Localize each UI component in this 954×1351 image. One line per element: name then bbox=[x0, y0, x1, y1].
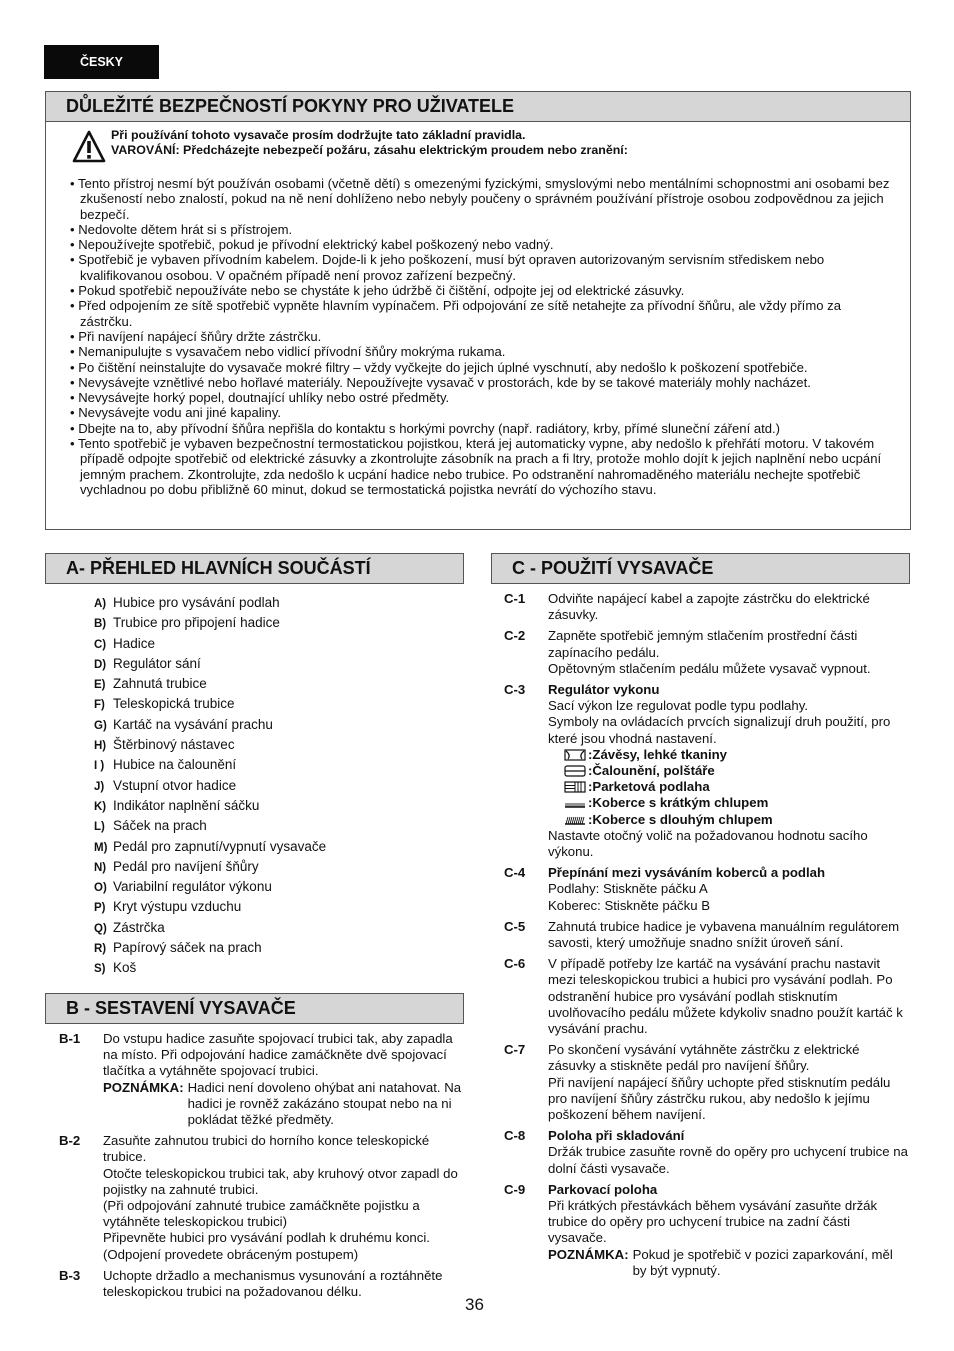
list-item bbox=[94, 593, 326, 613]
safety-list bbox=[70, 176, 892, 497]
part-label: Teleskopická trubice bbox=[113, 696, 235, 712]
list-item bbox=[94, 755, 326, 775]
warning-triangle-icon bbox=[72, 130, 106, 164]
part-letter: B) bbox=[94, 618, 107, 631]
parts-list bbox=[94, 593, 326, 979]
step-body bbox=[548, 628, 910, 677]
warning-line-1: Při používání tohoto vysavače prosím dodržujte tato základní pravidla. bbox=[111, 128, 526, 142]
symbol-label: :Koberce s dlouhým chlupem bbox=[588, 811, 773, 827]
list-item: • Nepoužívejte spotřebič, pokud je přívodní elektrický kabel poškozený nebo vadný. bbox=[70, 237, 554, 253]
part-letter: E) bbox=[94, 679, 106, 692]
step-text: Podlahy: Stiskněte páčku A bbox=[548, 881, 708, 897]
step-c4 bbox=[504, 865, 910, 914]
part-letter: J) bbox=[94, 780, 105, 793]
part-letter: O) bbox=[94, 882, 107, 895]
section-b-steps bbox=[59, 1031, 464, 1305]
step-text: Při krátkých přestávkách během vysávání zasuňte držák trubice do opěry pro uchycení trubice na zadní části vysavače. bbox=[548, 1198, 878, 1246]
list-item bbox=[94, 897, 326, 917]
step-number: C-4 bbox=[504, 865, 526, 881]
warning-text bbox=[111, 128, 628, 164]
part-letter: P) bbox=[94, 902, 106, 915]
note-text: Pokud je spotřebič v pozici zaparkování, měl by být vypnutý. bbox=[632, 1246, 893, 1278]
part-label: Papírový sáček na prach bbox=[113, 940, 262, 956]
symbol-label: :Čalounění, polštáře bbox=[588, 763, 715, 779]
cushion-icon bbox=[564, 765, 586, 777]
part-label: Kartáč na vysávání prachu bbox=[113, 716, 273, 732]
step-b2 bbox=[59, 1133, 464, 1263]
list-item: • Při navíjení napájecí šňůry držte zástrčku. bbox=[70, 328, 322, 344]
list-item: • Dbejte na to, aby přívodní šňůra nepřišla do kontaktu s horkými povrchy (např. radiátory, krby, přímé sluneční záření atd.) bbox=[70, 420, 781, 436]
note bbox=[548, 1247, 910, 1279]
curtain-icon bbox=[564, 749, 586, 761]
list-item bbox=[94, 816, 326, 836]
list-item bbox=[94, 735, 326, 755]
step-text: Symboly na ovládacích prvcích signalizují druh použití, pro které jsou vhodná nastavení. bbox=[548, 714, 891, 746]
step-body bbox=[103, 1031, 464, 1128]
list-item: • Před odpojením ze sítě spotřebič vypněte hlavním vypínačem. Při odpojování ze sítě netahejte za přívodní šňůru, ale vždy přímo za zástrčku. bbox=[70, 298, 841, 329]
part-letter: D) bbox=[94, 658, 107, 671]
list-item: • Tento přístroj nesmí být používán osobami (včetně dětí) s omezenými fyzickými, smyslovými nebo mentálními schopnostmi ani osobami bez zkušeností nebo znalostí, pokud na ně není dohlíženo nebo nebyly poučeny o správném používání přístroje osobou zodpovědnou za jejich bezpečí. bbox=[70, 176, 890, 222]
list-item bbox=[94, 877, 326, 897]
step-text: Zasuňte zahnutou trubici do horního konce teleskopické trubice. bbox=[103, 1133, 430, 1165]
list-item bbox=[94, 857, 326, 877]
list-item: • Spotřebič je vybaven přívodním kabelem. Dojde-li k jeho poškození, musí být opraven autorizovaným servisním střediskem nebo kvalifikovanou osobou. V opačném případě není provoz zařízení bezpečný. bbox=[70, 252, 825, 283]
step-body bbox=[548, 1042, 910, 1123]
note bbox=[103, 1080, 464, 1129]
step-c8 bbox=[504, 1128, 910, 1177]
step-title: Regulátor vykonu bbox=[548, 682, 660, 698]
step-text: Držák trubice zasuňte rovně do opěry pro uchycení trubice na dolní části vysavače. bbox=[548, 1144, 908, 1176]
section-c-steps bbox=[504, 591, 910, 1284]
step-body bbox=[103, 1133, 464, 1263]
step-c6 bbox=[504, 956, 910, 1037]
symbol-row bbox=[548, 747, 910, 763]
list-item: • Nevysávejte vodu ani jiné kapaliny. bbox=[70, 405, 282, 421]
list-item bbox=[94, 837, 326, 857]
part-label: Regulátor sání bbox=[113, 655, 201, 671]
part-letter: K) bbox=[94, 800, 107, 813]
step-number: C-8 bbox=[504, 1128, 526, 1144]
list-item bbox=[94, 958, 326, 978]
part-label: Koš bbox=[113, 960, 137, 976]
step-text: Opětovným stlačením pedálu můžete vysavač vypnout. bbox=[548, 660, 871, 676]
list-item: • Nemanipulujte s vysavačem nebo vidlicí přívodní šňůry mokrýma rukama. bbox=[70, 344, 506, 360]
language-tab: ČESKY bbox=[44, 45, 159, 79]
part-letter: I ) bbox=[94, 760, 105, 773]
part-label: Hadice bbox=[113, 635, 156, 651]
step-body bbox=[548, 1182, 910, 1279]
part-letter: A) bbox=[94, 598, 107, 610]
part-label: Variabilní regulátor výkonu bbox=[113, 879, 272, 895]
step-number: C-7 bbox=[504, 1042, 526, 1058]
step-text: (Při odpojování zahnuté trubice zamáčkněte pojistku a vytáhněte teleskopickou trubici) bbox=[103, 1198, 420, 1230]
list-item: • Tento spotřebič je vybaven bezpečnostní termostatickou pojistkou, která jej automaticky vypne, aby nedošlo k přehřátí motoru. V takovém případě odpojte spotřebič od elektrické zásuvky a zkontrolujte zásobník na prach a fi ltry, protože mohlo dojít k jejich naplnění nebo ucpání jemným prachem. Zkontrolujte, zda nedošlo k ucpání hadice nebo trubice. Po odstranění nahromaděného materiálu nechejte spotřebič vychladnou po dobu přibližně 60 minut, dokud se termostatická pojistka nevrátí do výchozího stavu. bbox=[70, 436, 882, 497]
list-item: • Po čištění neinstalujte do vysavače mokré filtry – vždy vyčkejte do jejich úplné vyschnutí, aby nedošlo k poškození spotřebiče. bbox=[70, 359, 808, 375]
parquet-icon bbox=[564, 781, 586, 793]
list-item bbox=[94, 938, 326, 958]
part-letter: C) bbox=[94, 638, 107, 651]
list-item bbox=[94, 694, 326, 714]
step-text: Po skončení vysávání vytáhněte zástrčku z elektrické zásuvky a stiskněte pedál pro navíjení šňůry. bbox=[548, 1042, 860, 1074]
list-item bbox=[94, 776, 326, 796]
part-letter: M) bbox=[94, 841, 108, 854]
step-c2 bbox=[504, 628, 910, 677]
list-item: • Nedovolte dětem hrát si s přístrojem. bbox=[70, 221, 293, 237]
list-item: • Nevysávejte horký popel, doutnající uhlíky nebo ostré předměty. bbox=[70, 390, 450, 406]
section-b-title: B - SESTAVENÍ VYSAVAČE bbox=[45, 993, 464, 1024]
page-number: 36 bbox=[465, 1295, 484, 1314]
symbol-row bbox=[548, 795, 910, 811]
list-item bbox=[94, 796, 326, 816]
symbol-label: :Koberce s krátkým chlupem bbox=[588, 795, 769, 811]
warning-line-2: VAROVÁNÍ: Předcházejte nebezpečí požáru, zásahu elektrickým proudem nebo zranění: bbox=[111, 143, 628, 157]
step-text: Koberec: Stiskněte páčku B bbox=[548, 897, 711, 913]
section-a-title: A- PŘEHLED HLAVNÍCH SOUČÁSTÍ bbox=[45, 553, 464, 584]
step-text: Nastavte otočný volič na požadovanou hodnotu sacího výkonu. bbox=[548, 827, 868, 859]
list-item bbox=[94, 918, 326, 938]
step-number: C-3 bbox=[504, 682, 526, 698]
safety-instructions-box bbox=[45, 91, 911, 530]
step-b3 bbox=[59, 1268, 464, 1300]
step-text: Připevněte hubici pro vysávání podlah k druhému konci. (Odpojení provedete obráceným postupem) bbox=[103, 1230, 430, 1262]
part-letter: S) bbox=[94, 963, 106, 976]
step-c5 bbox=[504, 919, 910, 951]
step-number: C-5 bbox=[504, 918, 526, 934]
symbol-label: :Závěsy, lehké tkaniny bbox=[588, 746, 728, 762]
section-c-title: C - POUŽITÍ VYSAVAČE bbox=[491, 553, 910, 584]
list-item bbox=[94, 634, 326, 654]
part-label: Pedál pro zapnutí/vypnutí vysavače bbox=[113, 838, 327, 854]
part-label: Sáček na prach bbox=[113, 818, 207, 834]
part-letter: G) bbox=[94, 719, 107, 732]
part-letter: H) bbox=[94, 740, 107, 753]
step-body: Odviňte napájecí kabel a zapojte zástrčku do elektrické zásuvky. bbox=[548, 591, 870, 623]
step-body bbox=[548, 1128, 910, 1177]
step-b1 bbox=[59, 1031, 464, 1128]
step-number: C-6 bbox=[504, 956, 526, 972]
part-letter: N) bbox=[94, 861, 107, 874]
part-label: Vstupní otvor hadice bbox=[113, 777, 237, 793]
step-title: Přepínání mezi vysáváním koberců a podlah bbox=[548, 865, 826, 881]
part-letter: R) bbox=[94, 943, 107, 956]
step-text: Do vstupu hadice zasuňte spojovací trubici tak, aby zapadla na místo. Při odpojování hadice zamáčkněte dvě spojovací tlačítka a vytáhněte spojovací trubici. bbox=[103, 1031, 453, 1079]
step-body: Uchopte držadlo a mechanismus vysunování a roztáhněte teleskopickou trubici na požadovanou délku. bbox=[103, 1267, 443, 1300]
step-number: B-3 bbox=[59, 1267, 81, 1283]
step-c3 bbox=[504, 682, 910, 860]
step-body: Zahnutá trubice hadice je vybavena manuálním regulátorem savosti, který umožňuje snadno snížit úroveň sání. bbox=[548, 918, 900, 950]
part-label: Trubice pro připojení hadice bbox=[113, 615, 280, 631]
part-label: Indikátor naplnění sáčku bbox=[113, 797, 260, 813]
part-letter: L) bbox=[94, 821, 105, 834]
symbol-row bbox=[548, 779, 910, 795]
short-carpet-icon bbox=[564, 797, 586, 809]
part-label: Hubice na čalounění bbox=[113, 757, 237, 773]
safety-title: DŮLEŽITÉ BEZPEČNOSTÍ POKYNY PRO UŽIVATELE bbox=[46, 92, 910, 122]
step-title: Parkovací poloha bbox=[548, 1181, 658, 1197]
step-body: V případě potřeby lze kartáč na vysávání prachu nastavit mezi teleskopickou trubici a hubici pro vysávání podlah. Po odstranění hubice pro vysávání podlah stisknutím uvolňovacího pedálu můžete kdykoliv snadno použít kartáč k vysávání prachu. bbox=[548, 956, 903, 1036]
step-number: C-1 bbox=[504, 591, 526, 606]
part-label: Zahnutá trubice bbox=[113, 676, 207, 692]
part-label: Hubice pro vysávání podlah bbox=[113, 595, 280, 610]
step-text: Sací výkon lze regulovat podle typu podlahy. bbox=[548, 698, 809, 714]
symbol-label: :Parketová podlaha bbox=[588, 779, 710, 795]
note-text: Hadici není dovoleno ohýbat ani natahovat. Na hadici je rovněž zakázáno stoupat nebo na ni pokládat těžké předměty. bbox=[187, 1079, 462, 1128]
part-label: Pedál pro navíjení šňůry bbox=[113, 858, 259, 874]
part-label: Kryt výstupu vzduchu bbox=[113, 899, 242, 915]
step-body bbox=[548, 682, 910, 860]
note-label: POZNÁMKA: bbox=[103, 1079, 184, 1095]
step-text: Otočte teleskopickou trubici tak, aby kruhový otvor zapadl do pojistky na zahnuté trubici. bbox=[103, 1165, 458, 1197]
step-number: C-9 bbox=[504, 1181, 526, 1197]
warning-block bbox=[72, 128, 910, 164]
part-letter: F) bbox=[94, 699, 105, 712]
long-carpet-icon bbox=[564, 814, 586, 826]
list-item bbox=[94, 654, 326, 674]
symbol-row bbox=[548, 763, 910, 779]
step-text: Při navíjení napájecí šňůry uchopte před stisknutím pedálu pro navíjení šňůry zástrčku rukou, aby nedošlo k jejímu poškození během navíjení. bbox=[548, 1074, 891, 1123]
step-number: C-2 bbox=[504, 628, 526, 644]
list-item bbox=[94, 613, 326, 633]
step-c1 bbox=[504, 591, 910, 623]
list-item: • Pokud spotřebič nepoužíváte nebo se chystáte k jeho údržbě či čištění, odpojte jej od elektrické zásuvky. bbox=[70, 283, 685, 299]
step-c9 bbox=[504, 1182, 910, 1279]
list-item bbox=[94, 715, 326, 735]
step-title: Poloha při skladování bbox=[548, 1128, 685, 1144]
list-item bbox=[94, 674, 326, 694]
note-label: POZNÁMKA: bbox=[548, 1246, 629, 1262]
part-label: Zástrčka bbox=[113, 919, 165, 935]
list-item: • Nevysávejte vznětlivé nebo hořlavé materiály. Nepoužívejte vysavač v prostorách, kde by se takové materiály mohly nacházet. bbox=[70, 374, 811, 390]
step-number: B-2 bbox=[59, 1133, 81, 1149]
symbol-row bbox=[548, 812, 910, 828]
step-c7 bbox=[504, 1042, 910, 1123]
step-text: Zapněte spotřebič jemným stlačením prostřední části zapínacího pedálu. bbox=[548, 628, 858, 660]
step-body bbox=[548, 865, 910, 914]
part-letter: Q) bbox=[94, 922, 107, 935]
part-label: Štěrbinový nástavec bbox=[113, 737, 235, 753]
step-number: B-1 bbox=[59, 1031, 81, 1046]
